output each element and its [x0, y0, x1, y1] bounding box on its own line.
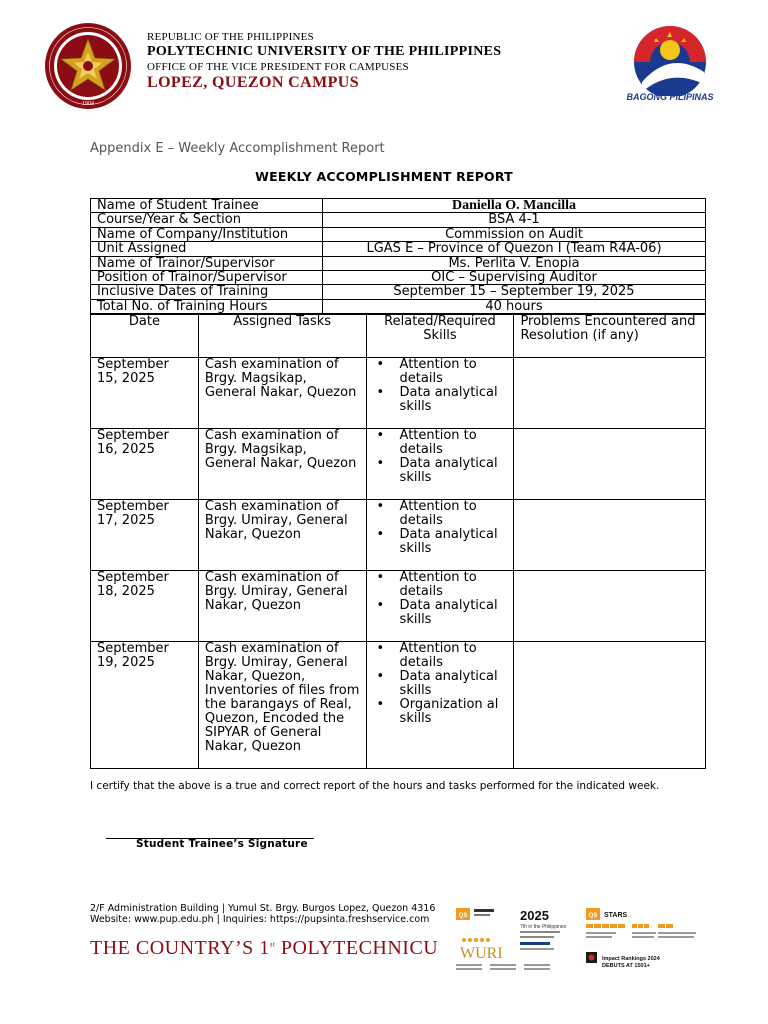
- qs-badge-2: QS: [588, 913, 598, 919]
- table-row: [91, 571, 706, 642]
- row-skills: [366, 358, 514, 429]
- row-task: Cash examination of Brgy. Magsikap, General Nakar, Quezon: [198, 429, 366, 500]
- header-skills: Related/Required Skills: [366, 315, 514, 358]
- row-problems: [514, 429, 706, 500]
- rank-year: 2025: [520, 908, 549, 923]
- row-task: Cash examination of Brgy. Umiray, General Nakar, Quezon, Inventories of files from the barangays of Real, Quezon, Encoded the SIPYAR of General Nakar, Quezon: [198, 642, 366, 769]
- info-row-name: [91, 199, 706, 213]
- rank-line: 7th in the Philippines: [520, 924, 567, 930]
- row-skills: [366, 429, 514, 500]
- university-rankings-badges: [452, 902, 704, 978]
- report-title: WEEKLY ACCOMPLISHMENT REPORT: [255, 169, 513, 184]
- skill-item: • Data analytical skills: [373, 386, 508, 414]
- header-date: Date: [91, 315, 199, 358]
- dates-label: Inclusive Dates of Training: [91, 285, 323, 299]
- skill-item: • Attention to details: [373, 500, 508, 528]
- unit-value: LGAS E – Province of Quezon I (Team R4A-06): [323, 242, 706, 256]
- info-row-dates: [91, 285, 706, 299]
- row-problems: [514, 571, 706, 642]
- header-problems: Problems Encountered and Resolution (if any): [514, 315, 706, 358]
- name-value: Daniella O. Mancilla: [323, 199, 706, 213]
- qs-stars-label: STARS: [604, 912, 628, 919]
- signature-label: Student Trainee’s Signature: [136, 838, 308, 850]
- info-row-position: [91, 271, 706, 285]
- row-date: September 18, 2025: [91, 571, 199, 642]
- table-row: [91, 429, 706, 500]
- footer-website: Website: www.pup.edu.ph | Inquiries: https://pupsinta.freshservice.com: [90, 914, 430, 925]
- skill-item: • Organization al skills: [373, 698, 508, 726]
- info-row-trainor: [91, 256, 706, 270]
- trainor-value: Ms. Perlita V. Enopia: [323, 256, 706, 270]
- motto-superscript: st: [269, 940, 276, 949]
- campus-name: LOPEZ, QUEZON CAMPUS: [147, 74, 360, 91]
- position-label: Position of Trainor/Supervisor: [91, 271, 323, 285]
- table-row: [91, 500, 706, 571]
- table-row: [91, 642, 706, 769]
- unit-label: Unit Assigned: [91, 242, 323, 256]
- skill-item: • Data analytical skills: [373, 528, 508, 556]
- hours-label: Total No. of Training Hours: [91, 299, 323, 313]
- motto-part-a: THE COUNTRY’S 1: [90, 937, 270, 959]
- impact-debut: DEBUTS AT 1501+: [602, 963, 650, 969]
- hours-value: 40 hours: [323, 299, 706, 313]
- row-date: September 17, 2025: [91, 500, 199, 571]
- impact-rankings: Impact Rankings 2024: [602, 956, 660, 962]
- header-assigned-tasks: Assigned Tasks: [198, 315, 366, 358]
- pup-seal-logo: [44, 22, 132, 110]
- row-problems: [514, 500, 706, 571]
- skill-item: • Attention to details: [373, 429, 508, 457]
- skill-item: • Attention to details: [373, 358, 508, 386]
- row-date: September 15, 2025: [91, 358, 199, 429]
- appendix-label: Appendix E – Weekly Accomplishment Report: [90, 141, 385, 156]
- row-problems: [514, 358, 706, 429]
- company-value: Commission on Audit: [323, 227, 706, 241]
- seal-year: 1904: [82, 101, 94, 107]
- footer-motto: [90, 937, 438, 960]
- row-problems: [514, 642, 706, 769]
- table-row: [91, 358, 706, 429]
- row-skills: [366, 500, 514, 571]
- row-date: September 19, 2025: [91, 642, 199, 769]
- skill-item: • Data analytical skills: [373, 670, 508, 698]
- footer-address: 2/F Administration Building | Yumul St. Brgy. Burgos Lopez, Quezon 4316: [90, 903, 436, 914]
- skill-item: • Attention to details: [373, 571, 508, 599]
- republic-line: REPUBLIC OF THE PHILIPPINES: [147, 31, 314, 43]
- wuri-logo: WURI: [460, 945, 503, 962]
- trainee-info-table: [90, 198, 706, 314]
- row-task: Cash examination of Brgy. Umiray, General Nakar, Quezon: [198, 500, 366, 571]
- skill-item: • Attention to details: [373, 642, 508, 670]
- course-label: Course/Year & Section: [91, 213, 323, 227]
- row-skills: [366, 571, 514, 642]
- position-value: OIC – Supervising Auditor: [323, 271, 706, 285]
- qs-badge-1: QS: [458, 913, 468, 919]
- motto-part-b: POLYTECHNICU: [275, 937, 439, 959]
- course-value: BSA 4-1: [323, 213, 706, 227]
- university-name: POLYTECHNIC UNIVERSITY OF THE PHILIPPINES: [147, 44, 502, 59]
- skill-item: • Data analytical skills: [373, 599, 508, 627]
- row-date: September 16, 2025: [91, 429, 199, 500]
- name-label: Name of Student Trainee: [91, 199, 323, 213]
- bagong-pilipinas-text: BAGONG PILIPINAS: [626, 92, 714, 102]
- dates-value: September 15 – September 19, 2025: [323, 285, 706, 299]
- company-label: Name of Company/Institution: [91, 227, 323, 241]
- row-task: Cash examination of Brgy. Magsikap, General Nakar, Quezon: [198, 358, 366, 429]
- info-row-hours: [91, 299, 706, 313]
- office-line: OFFICE OF THE VICE PRESIDENT FOR CAMPUSES: [147, 61, 409, 73]
- row-task: Cash examination of Brgy. Umiray, General Nakar, Quezon: [198, 571, 366, 642]
- row-skills: [366, 642, 514, 769]
- tasks-table: [90, 314, 706, 769]
- tasks-header-row: [91, 315, 706, 358]
- info-row-company: [91, 227, 706, 241]
- info-row-course: [91, 213, 706, 227]
- skill-item: • Data analytical skills: [373, 457, 508, 485]
- trainor-label: Name of Trainor/Supervisor: [91, 256, 323, 270]
- certification-statement: I certify that the above is a true and correct report of the hours and tasks performed for the indicated week.: [90, 780, 660, 792]
- info-row-unit: [91, 242, 706, 256]
